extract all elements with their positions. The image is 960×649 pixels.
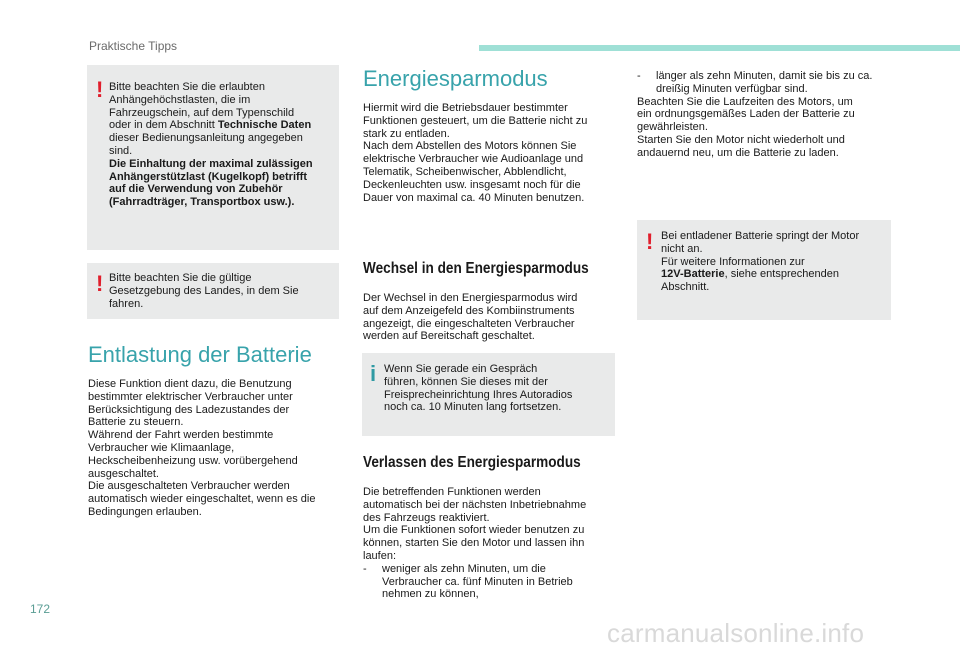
warning-text: Bitte beachten Sie die gültige Gesetzgebung des Landes, in dem Sie fahren. [109, 272, 299, 310]
heading-battery-relief: Entlastung der Batterie [88, 342, 312, 367]
bullet-item: - länger als zehn Minuten, damit sie bis zu ca. dreißig Minuten verfügbar sind. [637, 70, 873, 95]
warning-box-trailer-load [87, 65, 339, 250]
warning-text: Bei entladener Batterie springt der Motor nicht an. Für weitere Informationen zur 12V-Batterie, siehe entsprechenden Abschnitt. [661, 230, 860, 294]
warning-box-legislation [87, 263, 339, 319]
watermark: carmanualsonline.info [607, 618, 865, 648]
bullet-item: - weniger als zehn Minuten, um die Verbraucher ca. fünf Minuten in Betrieb nehmen zu können, [363, 562, 573, 601]
info-box-phone-call [362, 353, 615, 436]
info-text: Wenn Sie gerade ein Gespräch führen, können Sie dieses mit der Freisprecheinrichtung Ihres Autoradios noch ca. 10 Minuten lang fortsetzen. [384, 363, 573, 414]
section-title: Praktische Tipps [89, 39, 178, 53]
heading-energy-saving: Energiesparmodus [363, 66, 548, 91]
info-icon: i [370, 361, 377, 386]
heading-exit-energy-saving: Verlassen des Energiesparmodus [363, 454, 581, 471]
warning-box-discharged-battery [637, 220, 891, 320]
energy-saving-intro: Hiermit wird die Betriebsdauer bestimmter Funktionen gesteuert, um die Batterie nicht zu stark zu entladen. Nach dem Abstellen des Motors können Sie elektrische Verbraucher wie Audioanlage und Telematik, Scheibenwischer, Abblendlicht, Deckenleuchten usw. insgesamt noch für die Dauer von maximal ca. 40 Minuten benutzen. [363, 102, 588, 204]
switch-energy-saving-text: Der Wechsel in den Energiesparmodus wird auf dem Anzeigefeld des Kombiinstruments angezeigt, die eingeschalteten Verbraucher werden auf Bereitschaft geschaltet. [363, 292, 578, 343]
warning-text: Bitte beachten Sie die erlaubten Anhängehöchstlasten, die im Fahrzeugschein, auf dem Typenschild oder in dem Abschnitt Technische Daten dieser Bedienungsanleitung angegeben sind. Die Einhaltung der maximal zulässigen Anhängerstützlast (Kugelkopf) betrifft auf die Verwendung von Zubehör (Fahrradträger, Transportbox usw.). [109, 81, 313, 209]
header-accent-bar [479, 45, 960, 51]
exit-energy-saving-text: Die betreffenden Funktionen werden automatisch bei der nächsten Inbetriebnahme des Fahrzeugs reaktiviert. Um die Funktionen sofort wieder benutzen zu können, starten Sie den Motor und lassen ihn laufen: - weniger als zehn Minuten, um die Verbraucher ca. fünf Minuten in Betrieb nehmen zu können, [363, 486, 618, 601]
battery-relief-text: Diese Funktion dient dazu, die Benutzung bestimmter elektrischer Verbraucher unter Berücksichtigung des Ladezustandes der Batterie zu steuern. Während der Fahrt werden bestimmte Verbraucher wie Klimaanlage, Heckscheibenheizung usw. vorübergehend ausgeschaltet. Die ausgeschalteten Verbraucher werden automatisch wieder eingeschaltet, wenn es die Bedingungen erlauben. [88, 378, 316, 518]
warning-icon: ! [646, 229, 654, 254]
column3-text: - länger als zehn Minuten, damit sie bis zu ca. dreißig Minuten verfügbar sind. Beachten Sie die Laufzeiten des Motors, um ein ordnungsgemäßes Laden der Batterie zu gewährleisten. Starten Sie den Motor nicht wiederholt und andauernd neu, um die Batterie zu laden. [637, 70, 897, 160]
warning-icon: ! [96, 271, 104, 296]
warning-icon: ! [96, 77, 104, 102]
heading-switch-energy-saving: Wechsel in den Energiesparmodus [363, 260, 589, 277]
page-number: 172 [30, 602, 51, 616]
